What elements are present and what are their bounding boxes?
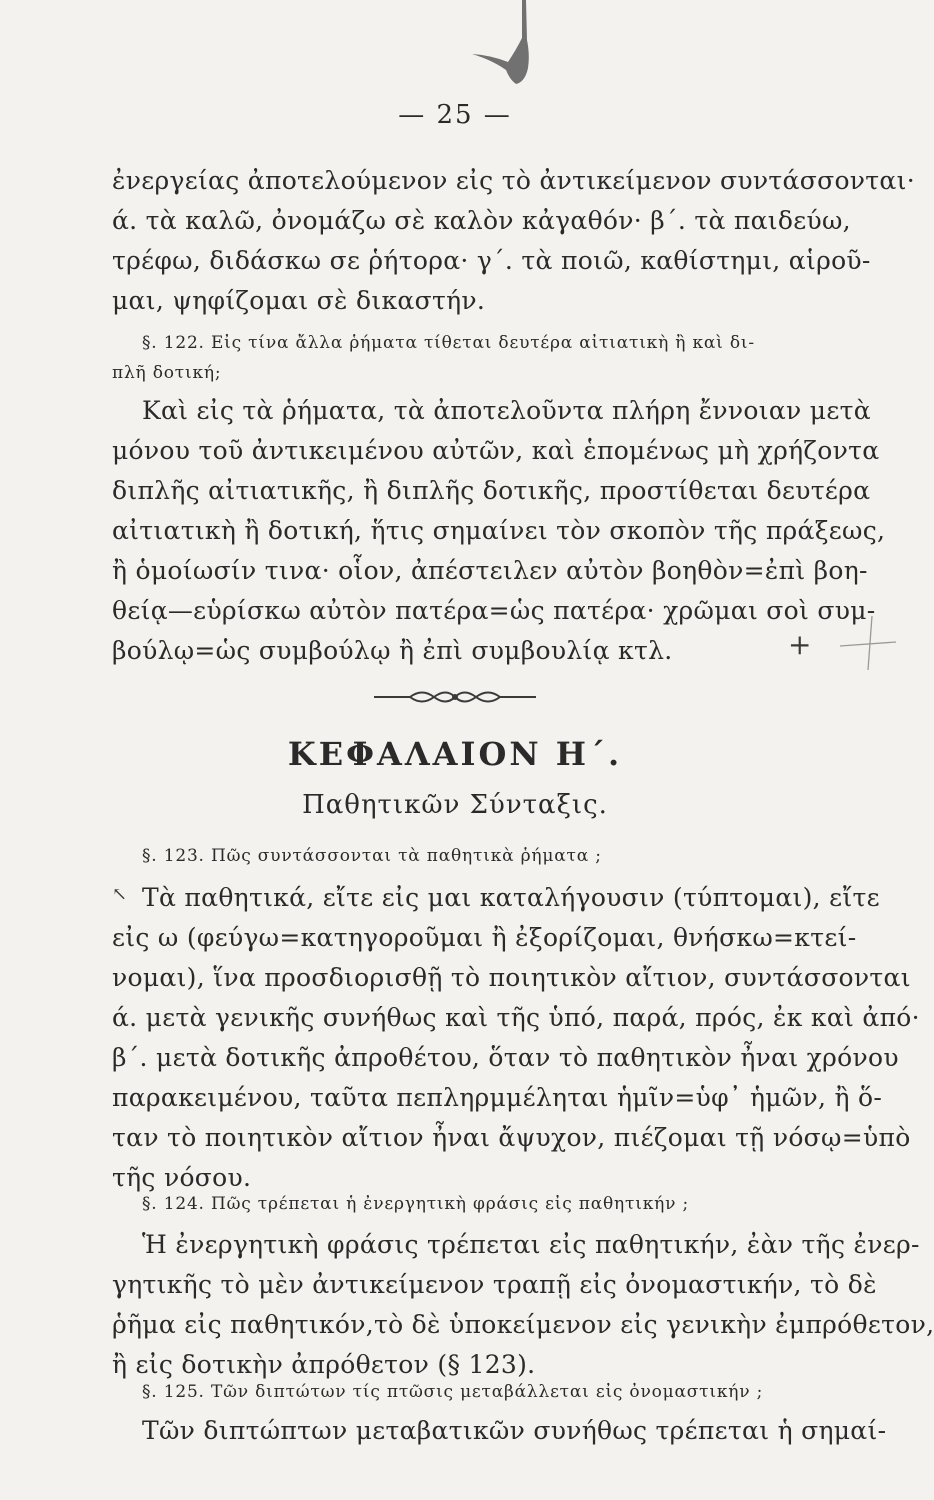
question-123 [112, 848, 832, 868]
chapter-title: ΚΕΦΑΛΑΙΟΝ Η΄. [287, 735, 623, 773]
text-line: ά. τὰ καλῶ, ὀνομάζω σὲ καλὸν κἀγαθόν· β΄. τὰ παιδεύω, [112, 206, 851, 235]
page-number: — 25 — [398, 100, 512, 130]
top-paragraph [112, 166, 915, 315]
question-line: §. 124. Πῶς τρέπεται ἡ ἐνεργητικὴ φράσις εἰς παθητικήν ; [142, 1194, 689, 1214]
text-line: παρακειμένου, ταῦτα πεπληρμμέληται ἡμῖν=ὑφ᾿ ἡμῶν, ἢ ὅ- [112, 1083, 883, 1112]
answer-123 [112, 883, 920, 1192]
text-line: Καὶ εἰς τὰ ῥήματα, τὰ ἀποτελοῦντα πλήρη ἔννοιαν μετὰ [142, 396, 871, 425]
text-line: β΄. μετὰ δοτικῆς ἀπροθέτου, ὅταν τὸ παθητικὸν ἦναι χρόνου [112, 1043, 899, 1072]
text-line: αἰτιατικὴ ἢ δοτική, ἥτις σημαίνει τὸν σκοπὸν τῆς πράξεως, [112, 516, 886, 545]
text-line: διπλῆς αἰτιατικῆς, ἢ διπλῆς δοτικῆς, προστίθεται δευτέρα [112, 476, 871, 505]
text-line: Ἡ ἐνεργητικὴ φράσις τρέπεται εἰς παθητικήν, ἐὰν τῆς ἐνερ- [142, 1230, 920, 1259]
text-line: νομαι), ἵνα προσδιορισθῇ τὸ ποιητικὸν αἴτιον, συντάσσονται [112, 963, 911, 992]
text-line: τρέφω, διδάσκω σε ῥήτορα· γ΄. τὰ ποιῶ, καθίστημι, αἱροῦ- [112, 246, 871, 275]
text-line: ἢ ὁμοίωσίν τινα· οἷον, ἀπέστειλεν αὐτὸν βοηθὸν=ἐπὶ βοη- [112, 556, 868, 585]
pencil-cross-mark [838, 612, 898, 672]
text-line: ά. μετὰ γενικῆς συνήθως καὶ τῆς ὑπό, παρά, πρός, ἐκ καὶ ἀπό· [112, 1003, 920, 1032]
text-line: βούλῳ=ὡς συμβούλῳ ἢ ἐπὶ συμβουλίᾳ κτλ. [112, 636, 673, 665]
answer-125 [112, 1416, 887, 1445]
answer-122 [112, 396, 886, 665]
question-line: §. 123. Πῶς συντάσσονται τὰ παθητικὰ ῥήματα ; [142, 846, 602, 866]
ornament-divider [370, 686, 540, 708]
question-line: §. 125. Τῶν διπτώτων τίς πτῶσις μεταβάλλεται εἰς ὀνομαστικήν ; [142, 1382, 764, 1402]
ink-smudge [470, 0, 550, 95]
question-122 [112, 335, 832, 385]
text-line: Τὰ παθητικά, εἴτε εἰς μαι καταλήγουσιν (τύπτομαι), εἴτε [142, 883, 880, 912]
plus-mark: + [788, 628, 812, 661]
text-line: θείᾳ—εὑρίσκω αὐτὸν πατέρα=ὡς πατέρα· χρῶμαι σοὶ συμ- [112, 596, 876, 625]
text-line: ἐνεργείας ἀποτελούμενον εἰς τὸ ἀντικείμενον συντάσσονται· [112, 166, 915, 195]
text-line: ἢ εἰς δοτικὴν ἀπρόθετον (§ 123). [112, 1350, 536, 1379]
text-line: γητικῆς τὸ μὲν ἀντικείμενον τραπῇ εἰς ὀνομαστικήν, τὸ δὲ [112, 1270, 877, 1299]
question-line: πλῆ δοτική; [112, 363, 222, 383]
text-line: εἰς ω (φεύγω=κατηγοροῦμαι ἢ ἐξορίζομαι, θνήσκω=κτεί- [112, 923, 857, 952]
question-line: §. 122. Εἰς τίνα ἄλλα ῥήματα τίθεται δευτέρα αἰτιατικὴ ἢ καὶ δι- [142, 333, 755, 353]
text-line: ταν τὸ ποιητικὸν αἴτιον ἦναι ἄψυχον, πιέζομαι τῇ νόσῳ=ὑπὸ [112, 1123, 911, 1152]
text-line: μόνου τοῦ ἀντικειμένου αὐτῶν, καὶ ἑπομένως μὴ χρήζοντα [112, 436, 880, 465]
chapter-subtitle: Παθητικῶν Σύνταξις. [302, 790, 608, 820]
arrow-mark: ↖ [112, 884, 128, 905]
question-124 [112, 1196, 832, 1216]
answer-124 [112, 1230, 934, 1379]
text-line: Τῶν διπτώπτων μεταβατικῶν συνήθως τρέπεται ἡ σημαί- [142, 1416, 887, 1445]
text-line: τῆς νόσου. [112, 1163, 252, 1192]
text-line: μαι, ψηφίζομαι σὲ δικαστήν. [112, 286, 486, 315]
question-125 [112, 1384, 832, 1404]
text-line: ῥῆμα εἰς παθητικόν,τὸ δὲ ὑποκείμενον εἰς γενικὴν ἐμπρόθετον, [112, 1310, 934, 1339]
